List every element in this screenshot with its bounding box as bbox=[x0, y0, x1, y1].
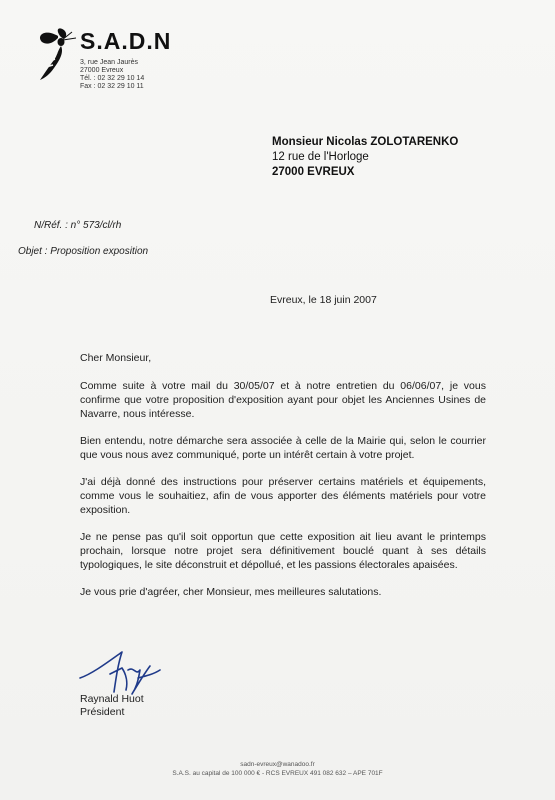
wasp-logo-icon bbox=[32, 26, 80, 82]
footer-email: sadn-evreux@wanadoo.fr bbox=[240, 761, 315, 768]
letter-subject: Objet : Proposition exposition bbox=[18, 246, 149, 257]
letter-date: Evreux, le 18 juin 2007 bbox=[270, 294, 377, 306]
sender-fax: Fax : 02 32 29 10 11 bbox=[80, 83, 144, 90]
sender-phone: Tél. : 02 32 29 10 14 bbox=[80, 75, 145, 82]
footer bbox=[0, 760, 555, 778]
signer-block bbox=[80, 693, 144, 719]
recipient-city: 27000 EVREUX bbox=[272, 166, 355, 178]
reference-number: N/Réf. : n° 573/cl/rh bbox=[34, 220, 122, 231]
footer-legal: S.A.S. au capital de 100 000 € - RCS EVREUX 491 082 632 – APE 701F bbox=[172, 770, 383, 777]
signer-title: Président bbox=[80, 706, 125, 718]
recipient-name: Monsieur Nicolas ZOLOTARENKO bbox=[272, 136, 459, 148]
sender-city: 27000 Evreux bbox=[80, 67, 124, 74]
body-paragraph: Bien entendu, notre démarche sera associée à celle de la Mairie qui, selon le courrier que vous nous avez communiqué, porte un intérêt certain à votre projet. bbox=[80, 435, 486, 461]
recipient-street: 12 rue de l'Horloge bbox=[272, 151, 369, 163]
closing-formula: Je vous prie d'agréer, cher Monsieur, mes meilleures salutations. bbox=[80, 586, 382, 598]
sender-street: 3, rue Jean Jaurès bbox=[80, 59, 138, 66]
body-paragraph: Comme suite à votre mail du 30/05/07 et à notre entretien du 06/06/07, je vous confirme que votre proposition d'exposition ayant pour objet les Anciennes Usines de Navarre, nous intéresse. bbox=[80, 380, 486, 420]
sender-address bbox=[80, 59, 144, 91]
body-paragraph: Je ne pense pas qu'il soit opportun que cette exposition ait lieu avant le printemps prochain, lorsque notre projet sera définitivement bouclé quant à ses détails typologiques, le site déconstruit et dépollué, et les passions électorales apaisées. bbox=[80, 531, 486, 571]
letter-body bbox=[80, 351, 486, 612]
recipient-address bbox=[272, 135, 458, 180]
body-paragraph: J'ai déjà donné des instructions pour préserver certains matériels et équipements, comme vous le souhaitiez, afin de vous apporter des éléments matériels pour votre exposition. bbox=[80, 476, 486, 516]
signer-name: Raynald Huot bbox=[80, 693, 144, 705]
greeting: Cher Monsieur, bbox=[80, 352, 152, 364]
handwritten-signature bbox=[78, 648, 164, 696]
company-name: S.A.D.N bbox=[80, 28, 172, 54]
